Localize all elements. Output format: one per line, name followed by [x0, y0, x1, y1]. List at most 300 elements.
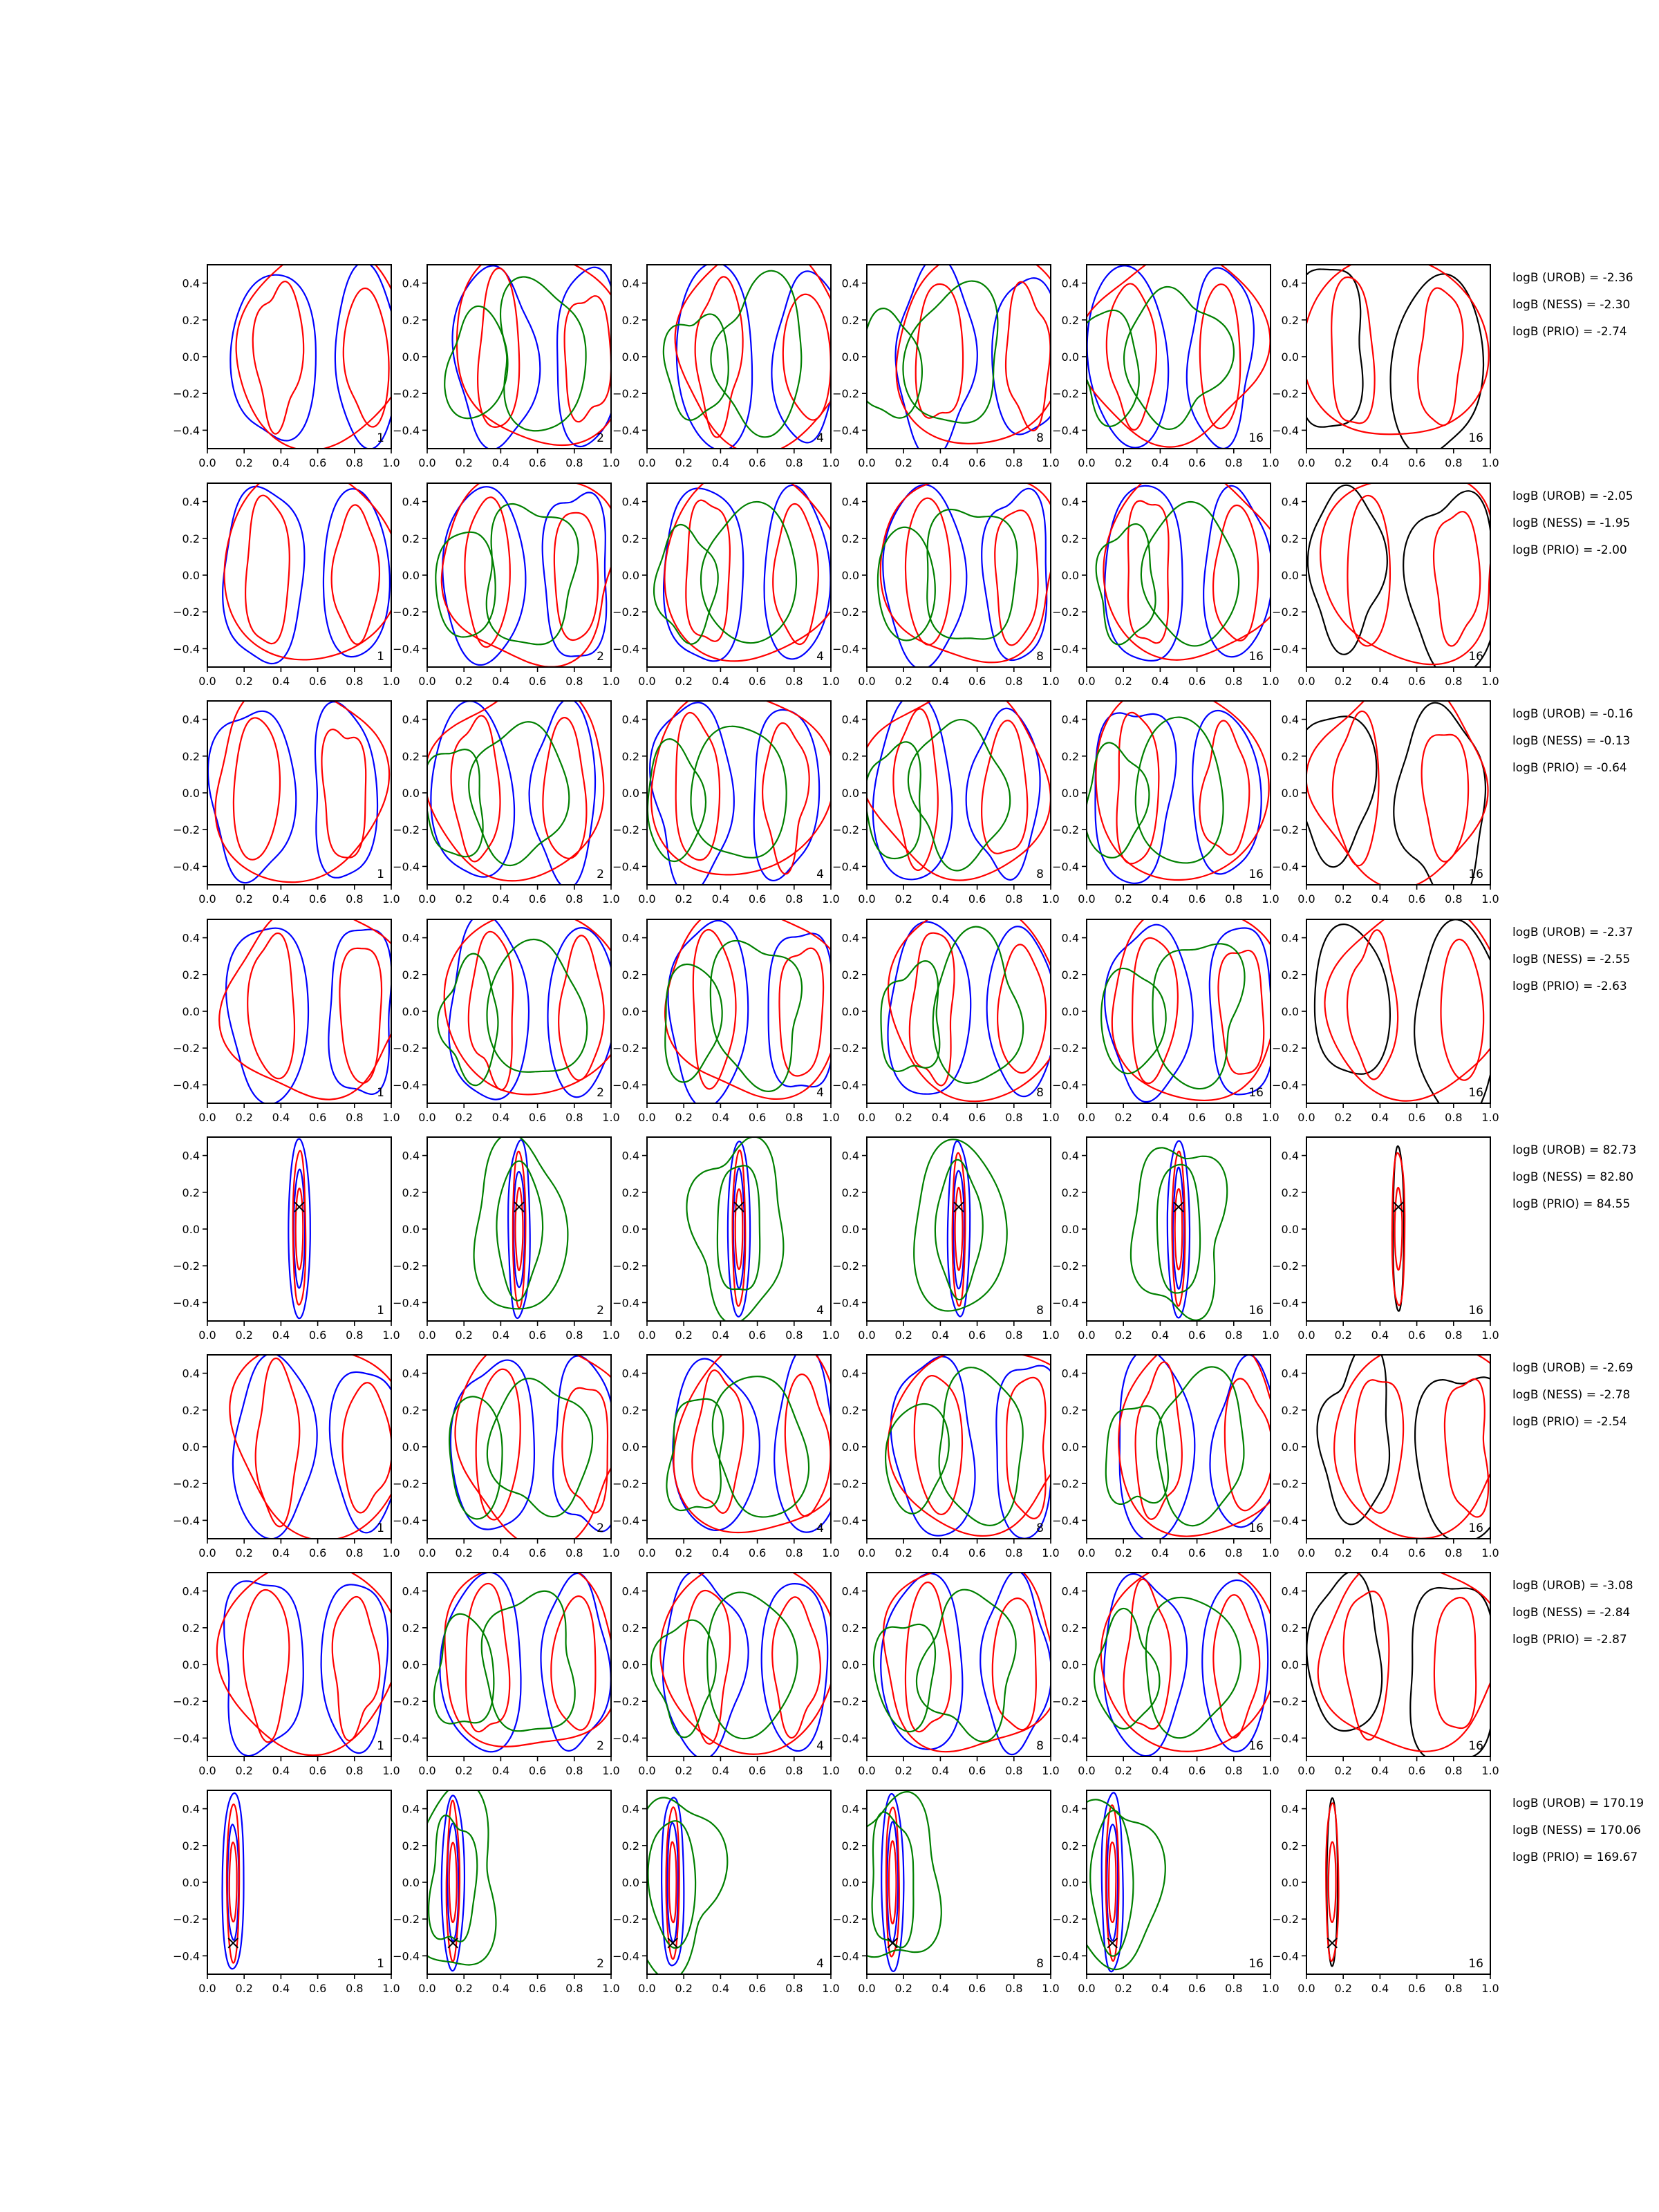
logb-annotation: logB (NESS) = 82.80: [1512, 1170, 1634, 1184]
blue-contour: [453, 265, 541, 449]
red-contour: [1347, 496, 1390, 646]
y-tick-label: 0.4: [841, 276, 859, 290]
row-annotations: [1512, 1143, 1636, 1211]
x-tick-label: 1.0: [382, 1546, 400, 1559]
row-annotations: [1512, 1579, 1633, 1647]
blue-contour: [335, 262, 399, 449]
red-contour: [1175, 1189, 1183, 1270]
x-tick-label: 0.6: [308, 456, 327, 469]
x-tick-label: 0.8: [785, 1982, 803, 1995]
contour-group: [449, 1338, 630, 1550]
green-contour: [469, 722, 569, 865]
green-contour: [496, 1161, 543, 1301]
x-tick-label: 0.4: [1151, 675, 1170, 688]
y-tick-label: 0.0: [1061, 787, 1079, 800]
y-tick-label: 0.4: [402, 931, 420, 945]
y-tick-label: 0.2: [1061, 1621, 1079, 1635]
x-tick-label: 0.4: [1151, 1329, 1170, 1342]
panel-label: 16: [1468, 1086, 1483, 1100]
red-contour: [1422, 735, 1468, 862]
y-tick-label: −0.4: [393, 1732, 420, 1745]
x-tick-label: 0.4: [1371, 1546, 1389, 1559]
y-tick-label: −0.2: [612, 1042, 639, 1056]
y-tick-label: 0.0: [1061, 1005, 1079, 1018]
black-contour: [1414, 919, 1501, 1121]
y-tick-label: −0.4: [393, 1949, 420, 1963]
panel: [832, 1350, 1078, 1559]
panel: [173, 467, 400, 688]
y-tick-label: 0.0: [402, 569, 420, 582]
y-tick-label: 0.0: [841, 787, 859, 800]
blue-contour: [1192, 711, 1262, 874]
green-contour: [487, 504, 579, 644]
logb-annotation: logB (PRIO) = -2.87: [1512, 1633, 1627, 1647]
red-contour: [234, 718, 280, 859]
x-tick-label: 0.6: [1407, 1329, 1426, 1342]
y-tick-label: −0.2: [173, 1477, 200, 1491]
x-tick-label: 1.0: [382, 1111, 400, 1124]
x-tick-label: 0.6: [748, 1982, 767, 1995]
contour-group: [1094, 1560, 1277, 1756]
x-tick-label: 0.2: [1334, 1111, 1352, 1124]
red-contour: [296, 1188, 303, 1270]
red-contour: [676, 713, 720, 860]
x-tick-label: 0.4: [711, 1546, 730, 1559]
y-tick-label: 0.4: [621, 1802, 639, 1816]
panel-label: 16: [1248, 1086, 1264, 1100]
red-contour: [442, 474, 617, 667]
y-tick-label: 0.4: [621, 1149, 639, 1163]
x-tick-label: 0.4: [931, 1764, 950, 1777]
x-tick-label: 0.0: [858, 1546, 876, 1559]
y-tick-label: 0.2: [1281, 313, 1299, 327]
y-tick-label: 0.2: [1281, 532, 1299, 545]
red-contour: [1418, 288, 1463, 426]
axes-frame: [1306, 1573, 1490, 1756]
logb-annotation: logB (UROB) = 82.73: [1512, 1143, 1637, 1157]
red-contour: [669, 1842, 677, 1922]
blue-contour: [431, 701, 514, 877]
x-tick-label: 0.0: [418, 675, 436, 688]
red-contour: [551, 1596, 595, 1730]
x-tick-label: 0.4: [711, 675, 730, 688]
x-tick-label: 0.6: [528, 1111, 547, 1124]
x-tick-label: 0.0: [418, 892, 436, 906]
x-tick-label: 0.0: [1297, 1111, 1315, 1124]
x-tick-label: 0.0: [858, 1329, 876, 1342]
y-tick-label: 0.2: [1281, 1621, 1299, 1635]
panel: [1052, 904, 1280, 1124]
y-tick-label: 0.2: [182, 1403, 200, 1417]
x-tick-label: 0.8: [1005, 1764, 1023, 1777]
y-tick-label: 0.0: [1061, 1876, 1079, 1889]
black-contour: [1415, 1377, 1510, 1541]
x-tick-label: 1.0: [602, 892, 620, 906]
panel: [1052, 252, 1280, 469]
row-annotations: [1512, 489, 1633, 557]
x-tick-label: 1.0: [1042, 1982, 1060, 1995]
x-tick-label: 0.8: [565, 456, 583, 469]
y-tick-label: −0.4: [1272, 424, 1299, 438]
x-tick-label: 0.6: [1407, 456, 1426, 469]
y-tick-label: 0.0: [182, 1658, 200, 1671]
logb-annotation: logB (PRIO) = 169.67: [1512, 1850, 1638, 1864]
y-tick-label: 0.0: [1061, 350, 1079, 364]
x-tick-label: 0.0: [198, 1329, 216, 1342]
panel-label: 2: [597, 868, 604, 881]
contour-group: [230, 244, 406, 450]
panel: [1272, 1342, 1512, 1559]
x-tick-label: 0.0: [638, 1111, 656, 1124]
red-contour: [955, 1188, 963, 1271]
x-tick-label: 0.2: [235, 1111, 253, 1124]
x-tick-label: 1.0: [1481, 892, 1499, 906]
x-tick-label: 0.8: [1005, 1329, 1023, 1342]
y-tick-label: −0.4: [832, 1078, 859, 1092]
red-contour: [993, 1598, 1036, 1730]
panel: [1272, 1559, 1501, 1777]
panel: [393, 1562, 620, 1777]
y-tick-label: 0.4: [182, 1149, 200, 1163]
red-contour: [888, 903, 1063, 1101]
panel: [1052, 466, 1287, 688]
red-contour: [779, 948, 823, 1076]
y-tick-label: 0.2: [1281, 1839, 1299, 1853]
x-tick-label: 0.0: [1297, 1982, 1315, 1995]
x-tick-label: 0.8: [565, 1982, 583, 1995]
x-tick-label: 0.0: [638, 1764, 656, 1777]
x-tick-label: 0.8: [1005, 1111, 1023, 1124]
x-tick-label: 0.2: [1114, 892, 1132, 906]
x-tick-label: 1.0: [382, 675, 400, 688]
x-tick-label: 0.4: [931, 1546, 950, 1559]
contour-group: [434, 1562, 617, 1752]
logb-annotation: logB (NESS) = -2.84: [1512, 1606, 1631, 1620]
x-tick-label: 0.0: [198, 675, 216, 688]
y-tick-label: 0.2: [841, 1621, 859, 1635]
x-tick-label: 0.2: [675, 456, 693, 469]
y-tick-label: 0.0: [402, 1876, 420, 1889]
y-tick-label: 0.4: [1281, 1584, 1299, 1598]
blue-contour: [233, 1353, 317, 1539]
y-tick-label: −0.4: [393, 1078, 420, 1092]
x-tick-label: 0.4: [1371, 892, 1389, 906]
contour-group: [861, 686, 1050, 880]
y-tick-label: −0.2: [832, 1695, 859, 1709]
red-contour: [1445, 1379, 1488, 1517]
y-tick-label: 0.4: [182, 495, 200, 509]
x-tick-label: 0.8: [346, 1329, 364, 1342]
y-tick-label: 0.2: [1281, 1185, 1299, 1199]
red-contour: [897, 249, 1067, 444]
x-tick-label: 0.0: [198, 1111, 216, 1124]
blue-contour: [1105, 925, 1192, 1102]
green-contour: [917, 1590, 1016, 1742]
x-tick-label: 0.2: [675, 892, 693, 906]
y-tick-label: −0.4: [612, 1296, 639, 1310]
x-tick-label: 0.6: [1188, 1982, 1206, 1995]
x-tick-label: 0.8: [1225, 1329, 1243, 1342]
panel-label: 1: [377, 868, 384, 881]
y-tick-label: 0.2: [1061, 1839, 1079, 1853]
x-tick-label: 0.4: [1151, 456, 1170, 469]
y-tick-label: 0.0: [402, 350, 420, 364]
y-tick-label: 0.4: [1061, 276, 1079, 290]
x-tick-label: 0.8: [346, 456, 364, 469]
logb-annotation: logB (PRIO) = 84.55: [1512, 1197, 1631, 1211]
red-contour: [861, 686, 1050, 880]
blue-contour: [442, 487, 525, 665]
x-tick-label: 0.6: [968, 1111, 986, 1124]
x-tick-label: 0.4: [711, 1329, 730, 1342]
contour-group: [1297, 256, 1489, 456]
green-contour: [1146, 1597, 1241, 1738]
y-tick-label: 0.2: [402, 1621, 420, 1635]
x-tick-label: 0.0: [858, 892, 876, 906]
x-tick-label: 0.4: [931, 675, 950, 688]
blue-contour: [883, 485, 966, 669]
x-tick-label: 0.0: [638, 1982, 656, 1995]
y-tick-label: −0.2: [612, 1913, 639, 1927]
x-tick-label: 1.0: [602, 1982, 620, 1995]
y-tick-label: −0.2: [1052, 1042, 1079, 1056]
x-tick-label: 0.0: [1297, 675, 1315, 688]
y-tick-label: −0.4: [832, 1949, 859, 1963]
green-contour: [487, 939, 588, 1072]
red-contour: [293, 1151, 306, 1305]
x-tick-label: 0.2: [675, 1546, 693, 1559]
y-tick-label: −0.2: [1272, 1259, 1299, 1273]
panel-label: 4: [816, 868, 824, 881]
x-tick-label: 0.0: [1297, 456, 1315, 469]
x-tick-label: 0.8: [346, 892, 364, 906]
y-tick-label: 0.2: [1061, 1403, 1079, 1417]
x-tick-label: 0.8: [785, 675, 803, 688]
x-tick-label: 0.4: [931, 1329, 950, 1342]
y-tick-label: 0.2: [182, 749, 200, 763]
red-contour: [1395, 1188, 1403, 1270]
x-tick-label: 0.0: [1078, 456, 1096, 469]
logb-annotation: logB (PRIO) = -2.74: [1512, 325, 1627, 339]
x-tick-label: 0.2: [455, 1764, 473, 1777]
panel-label: 1: [377, 650, 384, 664]
panel: [832, 249, 1067, 469]
blue-contour: [557, 268, 617, 447]
red-contour: [516, 1188, 523, 1271]
row-annotations: [1512, 1797, 1644, 1864]
y-tick-label: −0.2: [832, 823, 859, 837]
x-tick-label: 0.2: [894, 892, 912, 906]
x-tick-label: 0.2: [235, 1982, 253, 1995]
panel-label: 4: [816, 1739, 824, 1753]
y-tick-label: −0.2: [173, 387, 200, 401]
x-tick-label: 1.0: [1262, 1764, 1280, 1777]
x-tick-label: 0.4: [711, 1111, 730, 1124]
y-tick-label: 0.0: [182, 787, 200, 800]
y-tick-label: 0.2: [402, 532, 420, 545]
red-contour: [1324, 901, 1505, 1101]
y-tick-label: −0.2: [173, 606, 200, 619]
x-tick-label: 1.0: [602, 1111, 620, 1124]
x-tick-label: 0.0: [858, 456, 876, 469]
green-contour: [1124, 287, 1234, 429]
x-tick-label: 0.2: [455, 1546, 473, 1559]
x-tick-label: 0.8: [1225, 456, 1243, 469]
contour-group: [665, 906, 845, 1107]
panel-label: 8: [1036, 1304, 1044, 1318]
blue-contour: [451, 1360, 534, 1530]
x-tick-label: 0.0: [1078, 1329, 1096, 1342]
y-tick-label: 0.4: [621, 1367, 639, 1380]
y-tick-label: −0.2: [173, 823, 200, 837]
x-tick-label: 0.4: [1371, 1111, 1389, 1124]
x-tick-label: 0.4: [272, 892, 290, 906]
blue-contour: [1210, 1355, 1282, 1527]
red-contour: [1331, 277, 1374, 423]
y-tick-label: 0.0: [1281, 1658, 1299, 1671]
panel-label: 8: [1036, 1739, 1044, 1753]
x-tick-label: 0.2: [675, 675, 693, 688]
x-tick-label: 0.8: [785, 1111, 803, 1124]
panel-label: 4: [816, 1957, 824, 1971]
y-tick-label: −0.4: [832, 1514, 859, 1528]
y-tick-label: 0.2: [841, 313, 859, 327]
y-tick-label: 0.4: [1281, 931, 1299, 945]
x-tick-label: 0.6: [748, 892, 767, 906]
x-tick-label: 0.8: [1005, 892, 1023, 906]
x-tick-label: 0.2: [235, 1764, 253, 1777]
panel: [393, 683, 620, 906]
x-tick-label: 0.6: [748, 1329, 767, 1342]
y-tick-label: −0.2: [1272, 1913, 1299, 1927]
panel-label: 4: [816, 1521, 824, 1535]
x-tick-label: 0.2: [455, 456, 473, 469]
panel-label: 4: [816, 431, 824, 445]
y-tick-label: −0.4: [1052, 1078, 1079, 1092]
x-tick-label: 0.2: [894, 1982, 912, 1995]
y-tick-label: 0.2: [402, 1185, 420, 1199]
logb-annotation: logB (NESS) = -2.30: [1512, 298, 1631, 312]
x-tick-label: 0.6: [968, 456, 986, 469]
x-tick-label: 0.4: [931, 456, 950, 469]
x-tick-label: 0.4: [272, 1546, 290, 1559]
blue-contour: [1202, 1580, 1268, 1752]
panel: [1272, 678, 1499, 906]
axes-frame: [1087, 919, 1271, 1103]
y-tick-label: −0.4: [1272, 860, 1299, 874]
panel-label: 16: [1248, 1957, 1264, 1971]
x-tick-label: 0.4: [491, 1329, 510, 1342]
x-tick-label: 0.8: [1005, 1546, 1023, 1559]
x-tick-label: 1.0: [1042, 1111, 1060, 1124]
panel: [1272, 1790, 1499, 1995]
x-tick-label: 0.4: [1371, 1764, 1389, 1777]
x-tick-label: 1.0: [1262, 456, 1280, 469]
y-tick-label: 0.0: [182, 350, 200, 364]
x-tick-label: 0.8: [346, 1982, 364, 1995]
red-contour: [733, 1150, 746, 1306]
panel-label: 16: [1248, 1304, 1264, 1318]
contour-group: [628, 1797, 728, 1979]
x-tick-label: 0.8: [565, 1111, 583, 1124]
row-annotations: [1512, 1361, 1633, 1429]
y-tick-label: −0.2: [393, 1695, 420, 1709]
y-tick-label: −0.2: [1272, 387, 1299, 401]
panel: [612, 1560, 840, 1777]
red-contour: [1172, 1152, 1185, 1306]
y-tick-label: 0.2: [621, 1839, 639, 1853]
panel: [1272, 256, 1499, 469]
contour-group: [444, 250, 626, 450]
y-tick-label: −0.2: [393, 1913, 420, 1927]
axes-frame: [207, 919, 391, 1103]
x-tick-label: 0.4: [272, 1329, 290, 1342]
x-tick-label: 0.2: [1334, 892, 1352, 906]
red-contour: [1320, 475, 1492, 664]
x-tick-label: 1.0: [382, 456, 400, 469]
x-tick-label: 0.6: [1188, 892, 1206, 906]
y-tick-label: 0.4: [841, 1367, 859, 1380]
x-tick-label: 0.6: [528, 1546, 547, 1559]
x-tick-label: 1.0: [1042, 456, 1060, 469]
x-tick-label: 0.0: [858, 1764, 876, 1777]
logb-annotation: logB (NESS) = -1.95: [1512, 516, 1631, 530]
y-tick-label: 0.4: [1061, 1802, 1079, 1816]
green-contour: [927, 509, 1017, 639]
axes-frame: [1306, 1137, 1490, 1321]
y-tick-label: 0.2: [182, 1185, 200, 1199]
x-tick-label: 1.0: [822, 1982, 840, 1995]
y-tick-label: 0.2: [1061, 968, 1079, 982]
y-tick-label: 0.2: [621, 313, 639, 327]
y-tick-label: −0.4: [832, 1296, 859, 1310]
axes-frame: [1087, 1790, 1271, 1974]
red-contour: [664, 466, 842, 661]
y-tick-label: 0.2: [1281, 968, 1299, 982]
contour-group: [1294, 678, 1488, 906]
panel-label: 16: [1468, 1304, 1483, 1318]
x-tick-label: 1.0: [822, 1329, 840, 1342]
axes-frame: [867, 265, 1051, 449]
contour-group: [208, 681, 389, 883]
y-tick-label: −0.4: [393, 860, 420, 874]
x-tick-label: 0.6: [1188, 456, 1206, 469]
y-tick-label: −0.4: [173, 1296, 200, 1310]
panel: [173, 244, 406, 469]
red-contour: [466, 1584, 509, 1732]
axes-frame: [647, 1137, 831, 1321]
red-contour: [339, 948, 382, 1083]
x-tick-label: 1.0: [1042, 1546, 1060, 1559]
x-tick-label: 0.6: [528, 1764, 547, 1777]
x-tick-label: 0.0: [1078, 892, 1096, 906]
y-tick-label: 0.2: [1281, 1403, 1299, 1417]
red-contour: [888, 1350, 1078, 1536]
x-tick-label: 0.0: [418, 1764, 436, 1777]
y-tick-label: 0.4: [1061, 495, 1079, 509]
y-tick-label: −0.2: [612, 1477, 639, 1491]
x-tick-label: 0.2: [894, 1764, 912, 1777]
y-tick-label: 0.0: [1281, 1876, 1299, 1889]
y-tick-label: 0.4: [1281, 1367, 1299, 1380]
red-contour: [321, 729, 366, 858]
x-tick-label: 0.2: [1114, 1329, 1132, 1342]
y-tick-label: 0.0: [621, 787, 639, 800]
panel-label: 2: [597, 650, 604, 664]
red-contour: [982, 720, 1027, 853]
x-tick-label: 0.4: [1371, 675, 1389, 688]
blue-contour: [321, 1584, 388, 1753]
